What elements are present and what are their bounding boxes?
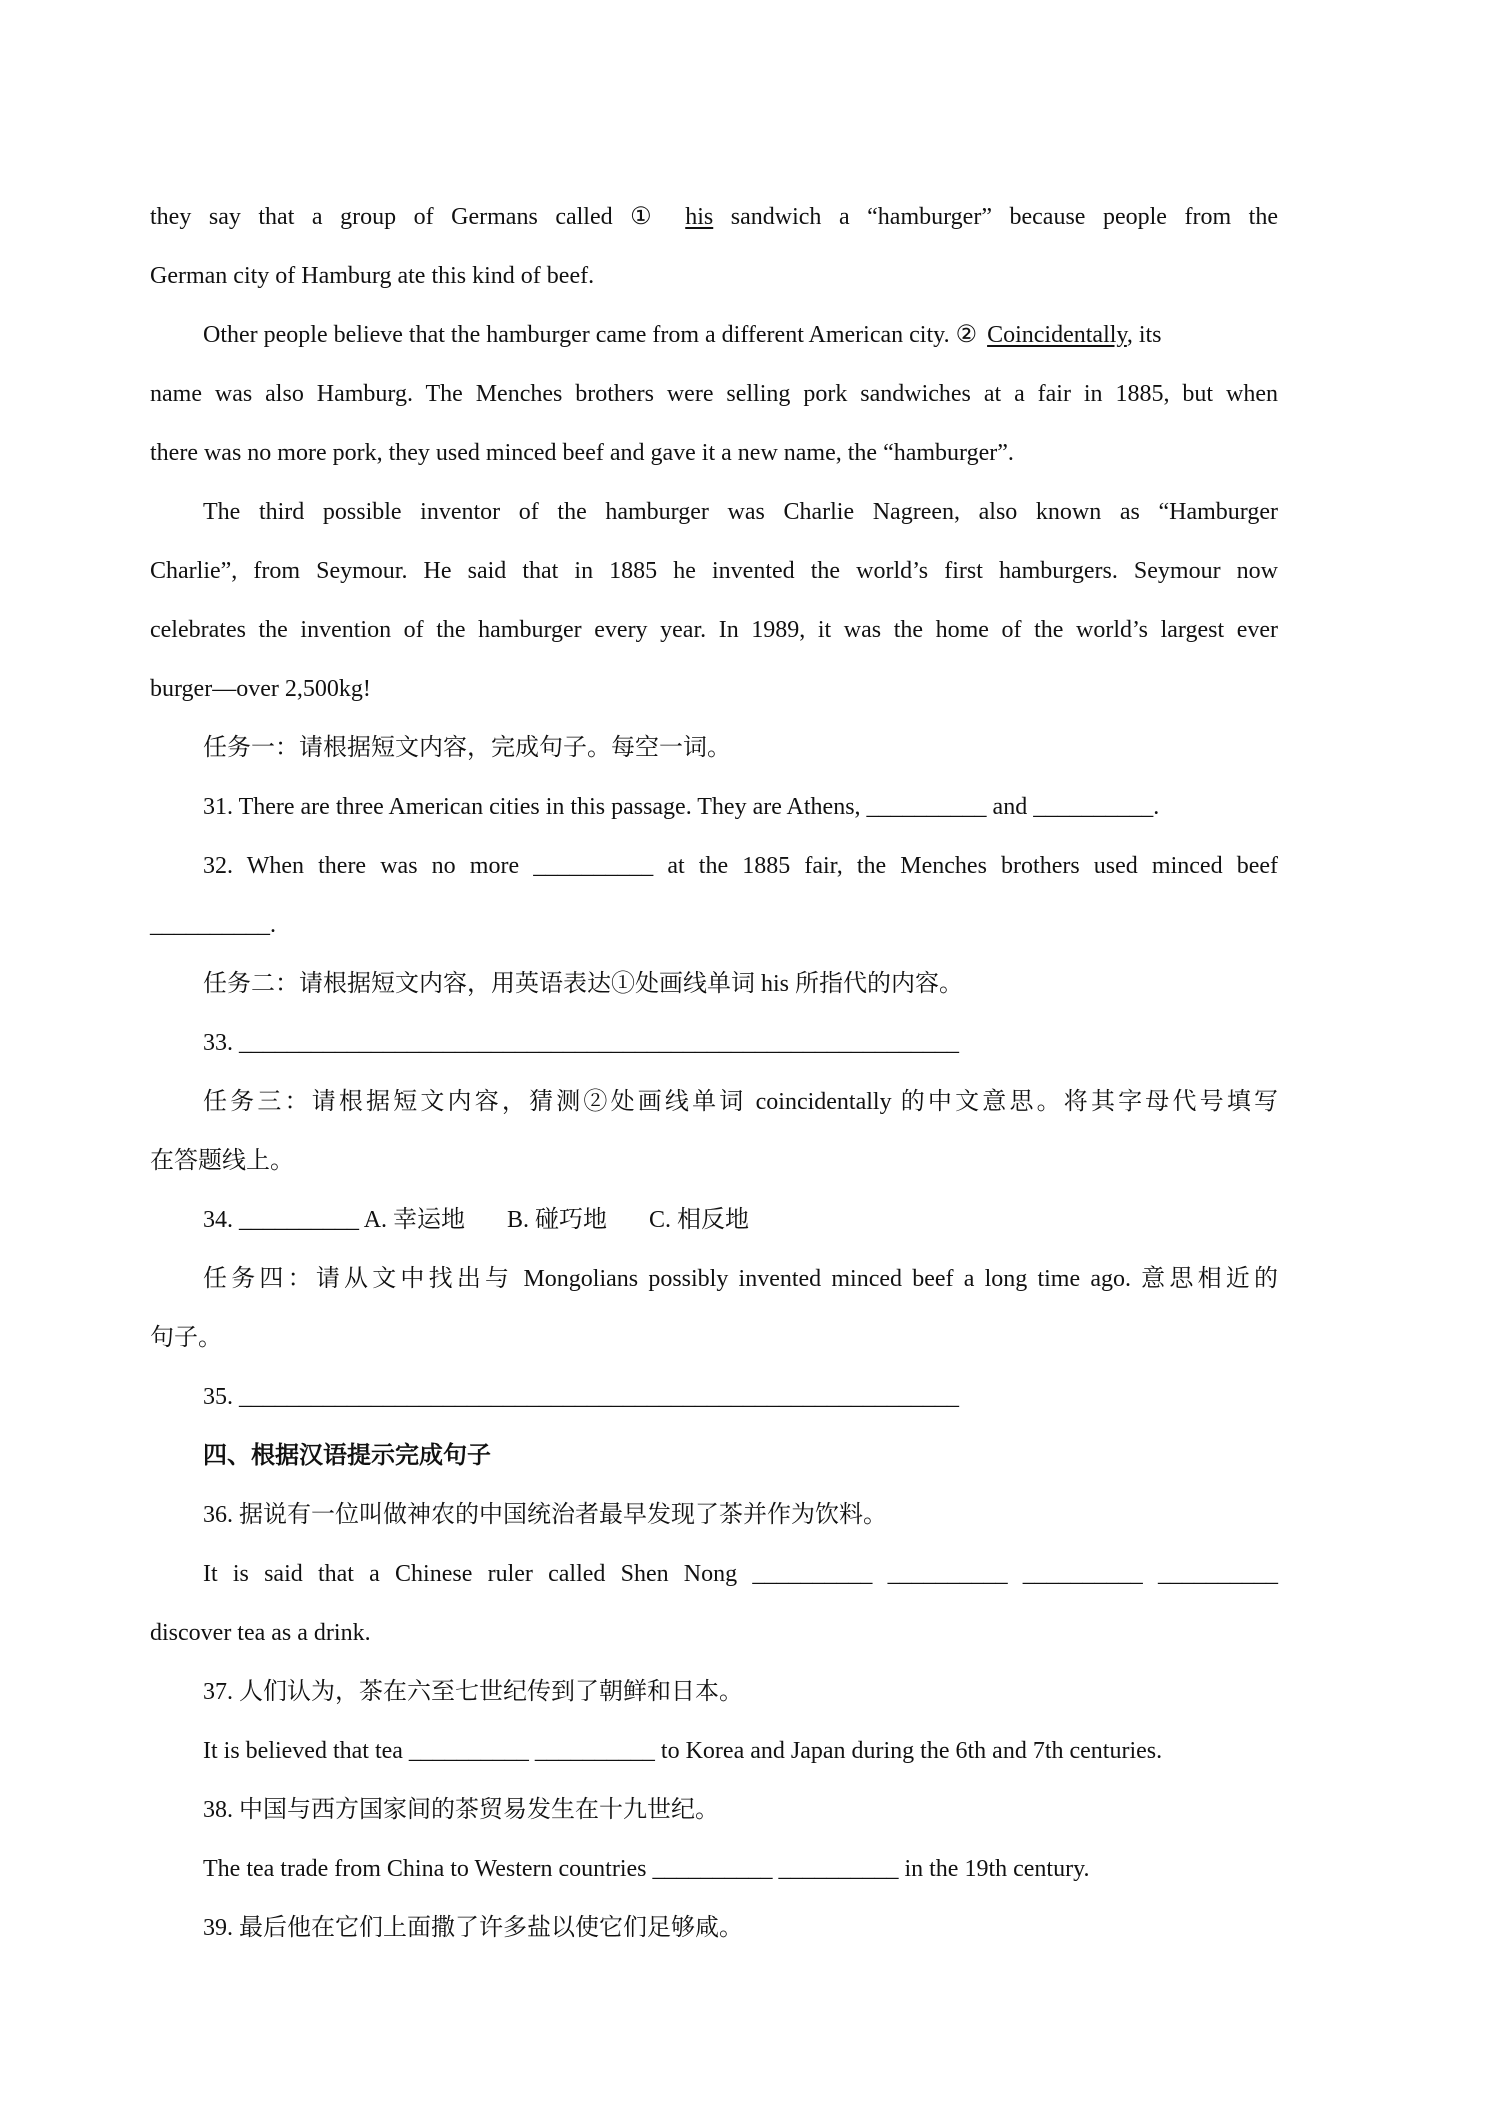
passage-line-4: name was also Hamburg. The Menches brothers were selling pork sandwiches at a fair in 1885, but when — [150, 381, 1278, 407]
marker-1: ① — [630, 204, 664, 230]
question-32-continued: __________. — [150, 912, 276, 938]
task-3-instruction: 任务三：请根据短文内容，猜测②处画线单词 coincidentally 的中文意思。将其字母代号填写 — [203, 1089, 1278, 1115]
question-34: 34. __________ A. 幸运地 B. 碰巧地 C. 相反地 — [203, 1207, 750, 1233]
passage-line-9: burger—over 2,500kg! — [150, 676, 371, 702]
question-35: 35. ____________________________________________________________ — [203, 1384, 959, 1410]
question-31: 31. There are three American cities in this passage. They are Athens, __________ and __________. — [203, 794, 1160, 820]
marker-2: ② — [955, 322, 978, 348]
task-4-instruction-continued: 句子。 — [150, 1325, 222, 1351]
question-37-english: It is believed that tea __________ __________ to Korea and Japan during the 6th and 7th centuries. — [203, 1738, 1163, 1764]
passage-line-5: there was no more pork, they used minced beef and gave it a new name, the “hamburger”. — [150, 440, 1014, 466]
option-c: C. 相反地 — [649, 1207, 750, 1233]
question-32: 32. When there was no more __________ at the 1885 fair, the Menches brothers used minced beef — [203, 853, 1278, 879]
task-1-instruction: 任务一：请根据短文内容，完成句子。每空一词。 — [203, 735, 731, 761]
option-b: B. 碰巧地 — [507, 1207, 608, 1233]
passage-line-6: The third possible inventor of the hamburger was Charlie Nagreen, also known as “Hamburger — [203, 499, 1278, 525]
option-a: A. 幸运地 — [363, 1207, 466, 1233]
question-36-english: It is said that a Chinese ruler called Shen Nong __________ __________ __________ __________ — [203, 1561, 1278, 1587]
task-3-instruction-continued: 在答题线上。 — [150, 1148, 294, 1174]
passage-line-1: they say that a group of Germans called ① his sandwich a “hamburger” because people from the — [150, 204, 1278, 230]
question-36-english-continued: discover tea as a drink. — [150, 1620, 371, 1646]
question-39-chinese: 39. 最后他在它们上面撒了许多盐以使它们足够咸。 — [203, 1915, 743, 1941]
passage-line-7: Charlie”, from Seymour. He said that in 1885 he invented the world’s first hamburgers. Seymour now — [150, 558, 1278, 584]
underlined-word-coincidentally: Coincidentally — [987, 322, 1127, 348]
document-page — [150, 188, 1278, 1958]
question-33: 33. ____________________________________________________________ — [203, 1030, 959, 1056]
question-36-chinese: 36. 据说有一位叫做神农的中国统治者最早发现了茶并作为饮料。 — [203, 1502, 887, 1528]
passage-line-3: Other people believe that the hamburger came from a different American city. ② Coincidentally, its — [203, 322, 1162, 348]
passage-line-2: German city of Hamburg ate this kind of beef. — [150, 263, 595, 289]
section-4-heading: 四、根据汉语提示完成句子 — [203, 1443, 491, 1469]
question-38-chinese: 38. 中国与西方国家间的茶贸易发生在十九世纪。 — [203, 1797, 719, 1823]
question-37-chinese: 37. 人们认为，茶在六至七世纪传到了朝鲜和日本。 — [203, 1679, 743, 1705]
underlined-word-his: his — [685, 204, 714, 230]
task-4-instruction: 任务四：请从文中找出与 Mongolians possibly invented minced beef a long time ago. 意思相近的 — [203, 1266, 1278, 1292]
passage-line-8: celebrates the invention of the hamburger every year. In 1989, it was the home of the world’s largest ever — [150, 617, 1278, 643]
task-2-instruction: 任务二：请根据短文内容，用英语表达①处画线单词 his 所指代的内容。 — [203, 971, 964, 997]
question-38-english: The tea trade from China to Western countries __________ __________ in the 19th century. — [203, 1856, 1090, 1882]
